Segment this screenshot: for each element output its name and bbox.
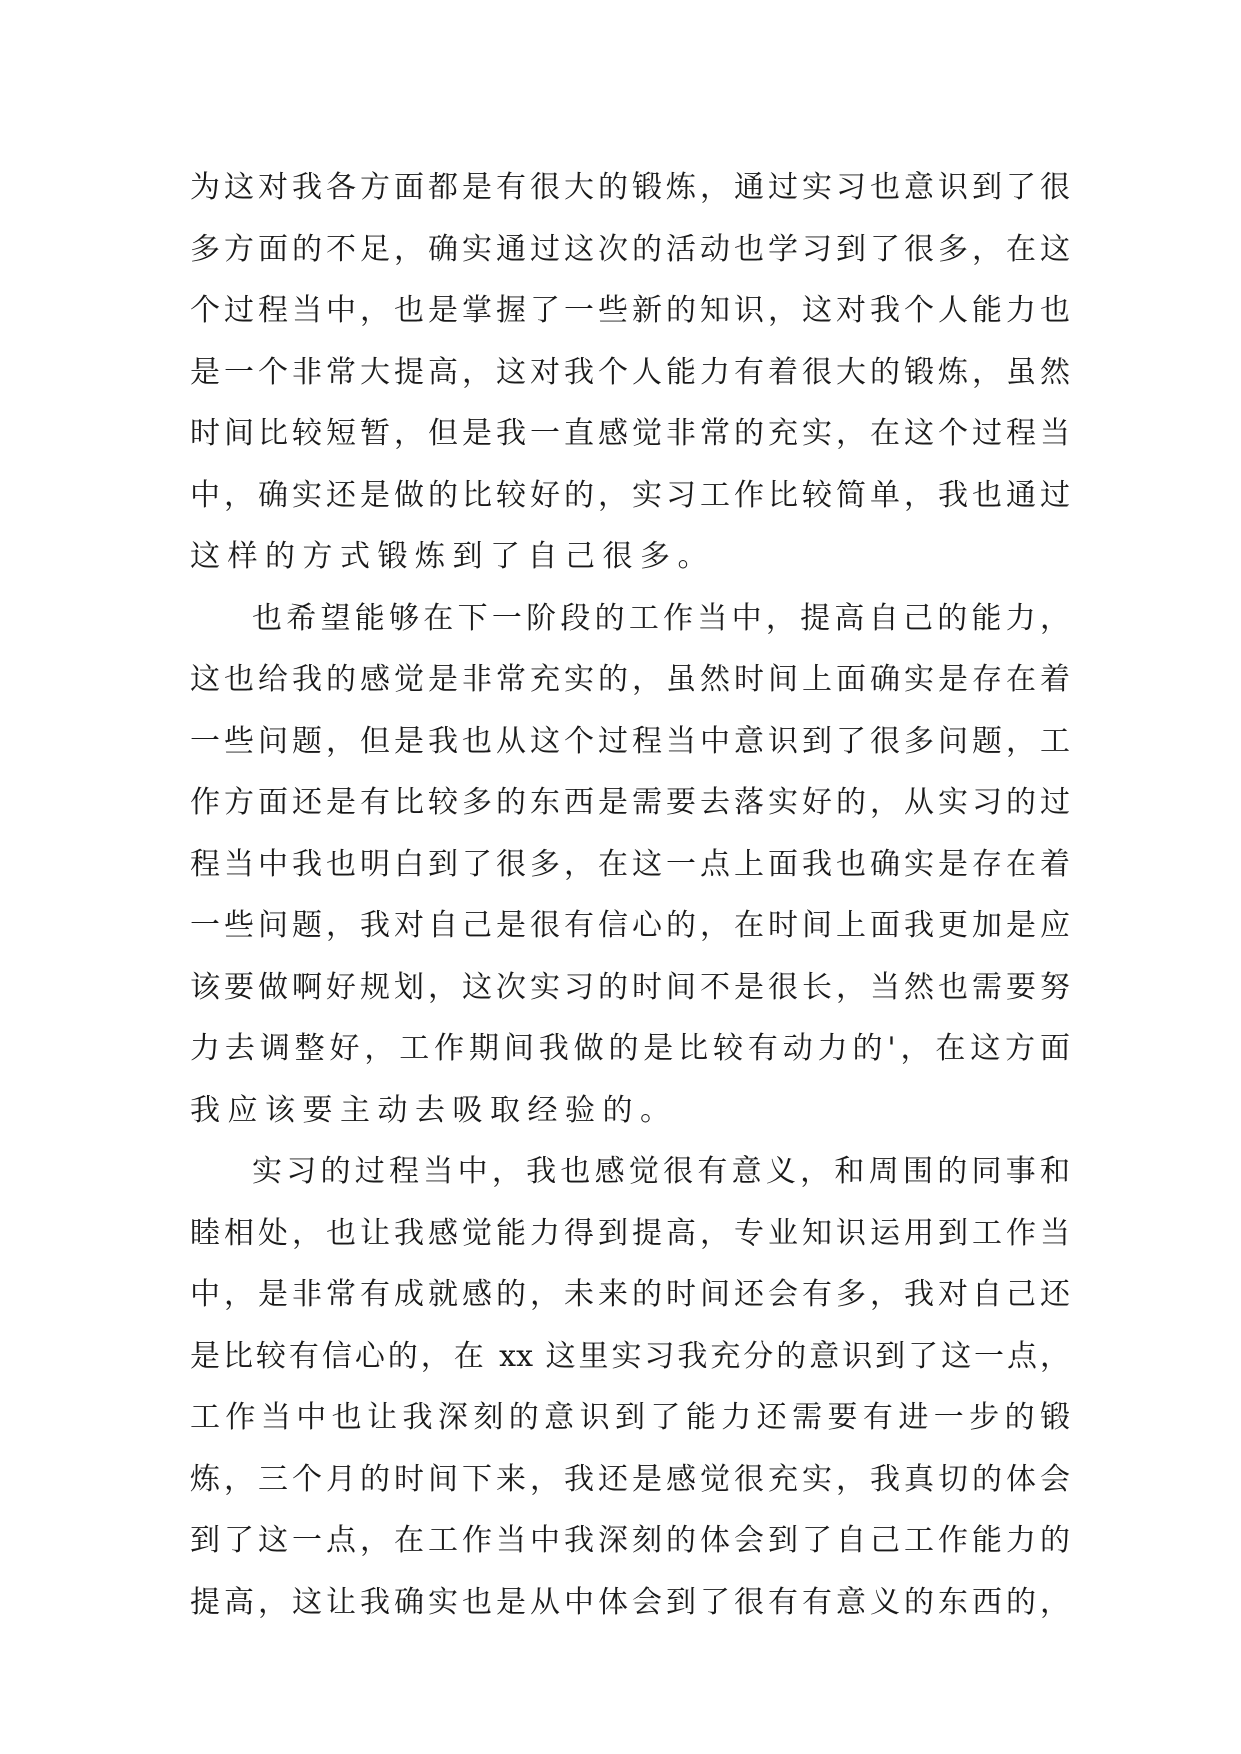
text-line: 该要做啊好规划，这次实习的时间不是很长，当然也需要努 [190,969,1070,1005]
text-line: 作方面还是有比较多的东西是需要去落实好的，从实习的过 [190,785,1070,820]
text-line: 我应该要主动去吸取经验的。 [190,1092,678,1128]
text-line: 中，是非常有成就感的，未来的时间还会有多，我对自己还 [190,1277,1070,1312]
body-text [190,157,1070,1633]
text-line: 程当中我也明白到了很多，在这一点上面我也确实是存在着 [190,846,1070,882]
paragraph-1 [190,157,1070,588]
text-line: 力去调整好，工作期间我做的是比较有动力的'，在这方面 [190,1031,1070,1066]
text-line: 也希望能够在下一阶段的工作当中，提高自己的能力， [252,600,1070,636]
text-line: 这也给我的感觉是非常充实的，虽然时间上面确实是存在着 [190,662,1070,697]
text-line: 工作当中也让我深刻的意识到了能力还需要有进一步的锻 [190,1400,1070,1435]
text-line: 是一个非常大提高，这对我个人能力有着很大的锻炼，虽然 [190,354,1070,390]
text-line: 中，确实还是做的比较好的，实习工作比较简单，我也通过 [190,477,1070,513]
text-line: 提高，这让我确实也是从中体会到了很有有意义的东西的， [190,1584,1070,1620]
text-line: 多方面的不足，确实通过这次的活动也学习到了很多，在这 [190,231,1070,267]
paragraph-3 [190,1141,1070,1633]
text-line: 一些问题，但是我也从这个过程当中意识到了很多问题，工 [190,723,1070,759]
text-line: 实习的过程当中，我也感觉很有意义，和周围的同事和 [252,1154,1070,1189]
text-line: 是比较有信心的，在 xx 这里实习我充分的意识到了这一点， [190,1338,1070,1374]
text-line: 时间比较短暂，但是我一直感觉非常的充实，在这个过程当 [190,416,1070,451]
text-line: 炼，三个月的时间下来，我还是感觉很充实，我真切的体会 [190,1461,1070,1497]
text-line: 为这对我各方面都是有很大的锻炼，通过实习也意识到了很 [190,170,1070,205]
text-line: 睦相处，也让我感觉能力得到提高，专业知识运用到工作当 [190,1215,1070,1251]
text-line: 这样的方式锻炼到了自己很多。 [190,539,715,574]
text-line: 一些问题，我对自己是很有信心的，在时间上面我更加是应 [190,908,1070,943]
text-line: 个过程当中，也是掌握了一些新的知识，这对我个人能力也 [190,293,1070,328]
text-line: 到了这一点，在工作当中我深刻的体会到了自己工作能力的 [190,1523,1070,1558]
paragraph-2 [190,588,1070,1142]
